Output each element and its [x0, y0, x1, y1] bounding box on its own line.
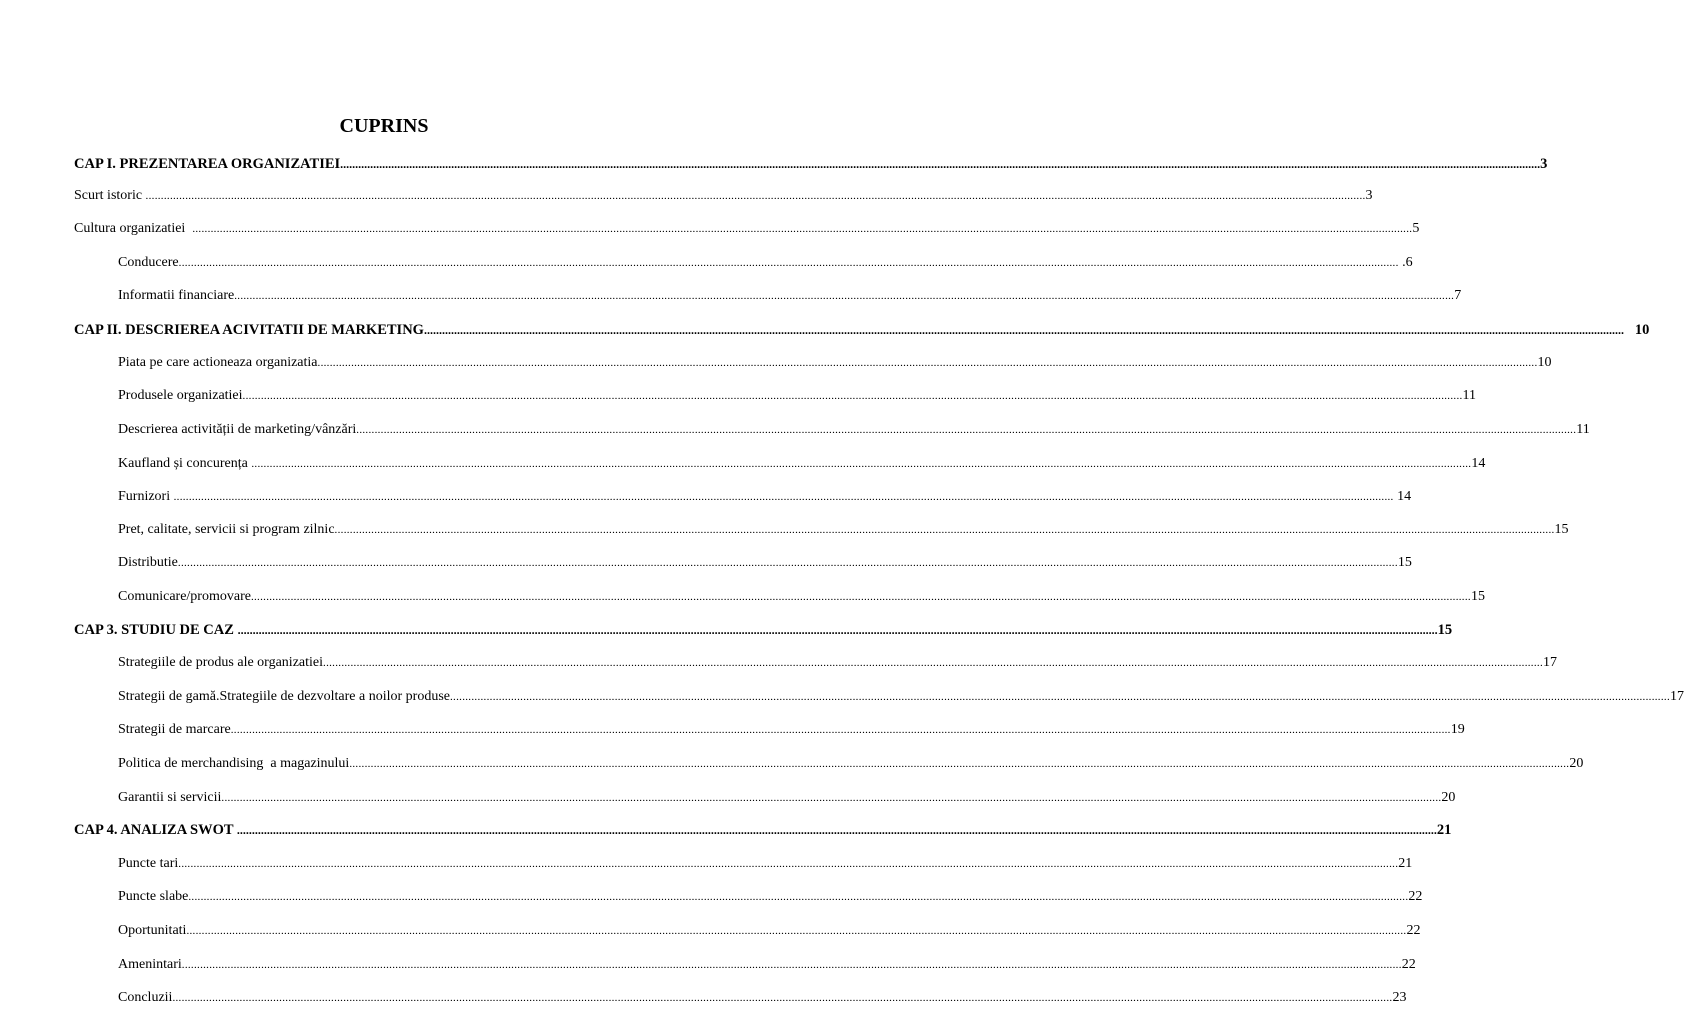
- toc-entry-page-number: 21: [1436, 822, 1452, 838]
- toc-entry-label: Scurt istoric: [74, 188, 146, 203]
- toc-entry-page-number: 15: [1437, 622, 1453, 638]
- toc-dot-leader: ................................................................................................................................................................................................................................................................................................................................................................................................................: [340, 157, 1541, 171]
- page-title: CUPRINS: [339, 115, 429, 137]
- toc-entry[interactable]: [118, 488, 1412, 506]
- toc-dot-leader: ................................................................................................................................................................................................................................................................................................................................................................................................................: [173, 491, 1394, 503]
- toc-entry-page-number: 3: [1365, 188, 1373, 203]
- toc-entry-label: Descrierea activității de marketing/vânzări: [118, 422, 357, 437]
- toc-entry-page-number: 21: [1398, 856, 1413, 871]
- toc-entry[interactable]: [74, 220, 1420, 238]
- toc-entry-page-number: 15: [1470, 589, 1485, 604]
- toc-entry[interactable]: [74, 621, 1453, 639]
- toc-entry-label: Garantii si servicii: [118, 790, 222, 805]
- toc-entry-label: Furnizori: [118, 489, 174, 504]
- toc-entry-label: Politica de merchandising a magazinului: [118, 756, 350, 771]
- toc-entry[interactable]: [118, 287, 1462, 305]
- toc-dot-leader: ................................................................................................................................................................................................................................................................................................................................................................................................................: [323, 657, 1544, 669]
- toc-entry-page-number: 23: [1392, 990, 1407, 1005]
- toc-dot-leader: ................................................................................................................................................................................................................................................................................................................................................................................................................: [349, 758, 1570, 770]
- toc-entry-page-number: 20: [1441, 790, 1456, 805]
- toc-entry[interactable]: [118, 254, 1413, 272]
- toc-entry-label: Cultura organizatiei: [74, 221, 193, 236]
- toc-entry-label: Pret, calitate, servicii si program zilnic: [118, 522, 335, 537]
- toc-entry-label: Puncte slabe: [118, 889, 189, 904]
- toc-dot-leader: ................................................................................................................................................................................................................................................................................................................................................................................................................: [234, 290, 1455, 302]
- toc-entry-page-number: 15: [1397, 555, 1412, 570]
- toc-entry[interactable]: [118, 521, 1569, 539]
- toc-dot-leader: ................................................................................................................................................................................................................................................................................................................................................................................................................: [237, 623, 1438, 637]
- toc-entry-page-number: 22: [1401, 957, 1416, 972]
- toc-dot-leader: ................................................................................................................................................................................................................................................................................................................................................................................................................: [242, 390, 1463, 402]
- toc-dot-leader: ................................................................................................................................................................................................................................................................................................................................................................................................................: [177, 557, 1398, 569]
- toc-entry[interactable]: [118, 455, 1486, 473]
- toc-dot-leader: ................................................................................................................................................................................................................................................................................................................................................................................................................: [230, 724, 1451, 736]
- toc-entry-label: Amenintari: [118, 957, 182, 972]
- toc-entry-label: Strategii de marcare: [118, 722, 231, 737]
- toc-entry-label: Strategiile de produs ale organizatiei: [118, 655, 324, 670]
- toc-entry[interactable]: [118, 654, 1558, 672]
- toc-entry-label: Comunicare/promovare: [118, 589, 251, 604]
- toc-entry[interactable]: [118, 354, 1552, 372]
- toc-dot-leader: ................................................................................................................................................................................................................................................................................................................................................................................................................: [423, 323, 1624, 337]
- toc-entry-page-number: 14: [1393, 489, 1412, 504]
- toc-entry[interactable]: [74, 155, 1548, 173]
- toc-dot-leader: ................................................................................................................................................................................................................................................................................................................................................................................................................: [192, 223, 1413, 235]
- toc-entry-label: CAP 3. STUDIU DE CAZ: [74, 622, 238, 638]
- toc-entry[interactable]: [118, 989, 1407, 1007]
- toc-dot-leader: ................................................................................................................................................................................................................................................................................................................................................................................................................: [251, 458, 1472, 470]
- toc-entry[interactable]: [118, 922, 1421, 940]
- toc-entry[interactable]: [118, 688, 1684, 706]
- toc-entry-page-number: 3: [1540, 156, 1548, 172]
- toc-entry-page-number: 14: [1471, 456, 1486, 471]
- toc-dot-leader: ................................................................................................................................................................................................................................................................................................................................................................................................................: [334, 524, 1555, 536]
- toc-dot-leader: ................................................................................................................................................................................................................................................................................................................................................................................................................: [236, 823, 1437, 837]
- toc-entry[interactable]: [118, 888, 1423, 906]
- toc-entry-label: Puncte tari: [118, 856, 179, 871]
- toc-entry-page-number: 10: [1537, 355, 1552, 370]
- toc-dot-leader: ................................................................................................................................................................................................................................................................................................................................................................................................................: [450, 691, 1670, 703]
- toc-dot-leader: ................................................................................................................................................................................................................................................................................................................................................................................................................: [178, 858, 1399, 870]
- toc-entry-page-number: 17: [1670, 689, 1684, 704]
- toc-entry-page-number: 11: [1462, 388, 1477, 403]
- toc-entry-page-number: 22: [1408, 889, 1423, 904]
- toc-entry-page-number: .6: [1398, 255, 1413, 270]
- toc-entry-label: Concluzii: [118, 990, 173, 1005]
- toc-entry-page-number: 22: [1406, 923, 1421, 938]
- toc-dot-leader: ................................................................................................................................................................................................................................................................................................................................................................................................................: [250, 591, 1471, 603]
- toc-entry-label: Oportunitati: [118, 923, 187, 938]
- toc-entry[interactable]: [118, 387, 1477, 405]
- toc-entry[interactable]: [118, 588, 1485, 606]
- toc-entry-label: Piata pe care actioneaza organizatia: [118, 355, 318, 370]
- toc-dot-leader: ................................................................................................................................................................................................................................................................................................................................................................................................................: [178, 257, 1399, 269]
- toc-entry[interactable]: [74, 821, 1452, 839]
- toc-entry-page-number: 11: [1576, 422, 1590, 437]
- toc-entry-label: CAP II. DESCRIEREA ACIVITATII DE MARKETING: [74, 322, 424, 338]
- toc-entry-page-number: 10: [1623, 322, 1650, 338]
- toc-entry-page-number: 20: [1569, 756, 1584, 771]
- toc-dot-leader: ................................................................................................................................................................................................................................................................................................................................................................................................................: [188, 891, 1409, 903]
- toc-entry[interactable]: [118, 421, 1590, 439]
- toc-entry[interactable]: [118, 855, 1413, 873]
- toc-entry[interactable]: [118, 789, 1456, 807]
- toc-entry-label: Kaufland și concurența: [118, 456, 252, 471]
- toc-entry[interactable]: [118, 755, 1584, 773]
- toc-entry-label: Informatii financiare: [118, 288, 235, 303]
- toc-entry-page-number: 7: [1454, 288, 1462, 303]
- toc-entry-label: Conducere: [118, 255, 179, 270]
- toc-entry[interactable]: [118, 554, 1412, 572]
- toc-entry-label: Strategii de gamă.Strategiile de dezvoltare a noilor produse: [118, 689, 450, 704]
- toc-entry-label: Produsele organizatiei: [118, 388, 243, 403]
- toc-entry[interactable]: [74, 321, 1650, 339]
- toc-dot-leader: ................................................................................................................................................................................................................................................................................................................................................................................................................: [356, 424, 1577, 436]
- toc-entry-page-number: 19: [1450, 722, 1465, 737]
- toc-dot-leader: ................................................................................................................................................................................................................................................................................................................................................................................................................: [186, 925, 1407, 937]
- toc-dot-leader: ................................................................................................................................................................................................................................................................................................................................................................................................................: [221, 792, 1442, 804]
- toc-entry-label: CAP 4. ANALIZA SWOT: [74, 822, 237, 838]
- toc-entry-label: Distributie: [118, 555, 178, 570]
- toc-dot-leader: ................................................................................................................................................................................................................................................................................................................................................................................................................: [172, 992, 1393, 1004]
- toc-dot-leader: ................................................................................................................................................................................................................................................................................................................................................................................................................: [181, 959, 1402, 971]
- toc-dot-leader: ................................................................................................................................................................................................................................................................................................................................................................................................................: [145, 190, 1366, 202]
- toc-entry[interactable]: [118, 721, 1465, 739]
- toc-entry[interactable]: [118, 956, 1416, 974]
- toc-entry-page-number: 17: [1543, 655, 1558, 670]
- toc-entry-label: CAP I. PREZENTAREA ORGANIZATIEI: [74, 156, 341, 172]
- toc-entry-page-number: 15: [1554, 522, 1569, 537]
- toc-dot-leader: ................................................................................................................................................................................................................................................................................................................................................................................................................: [317, 357, 1538, 369]
- toc-entry-page-number: 5: [1412, 221, 1420, 236]
- toc-entry[interactable]: [74, 187, 1373, 205]
